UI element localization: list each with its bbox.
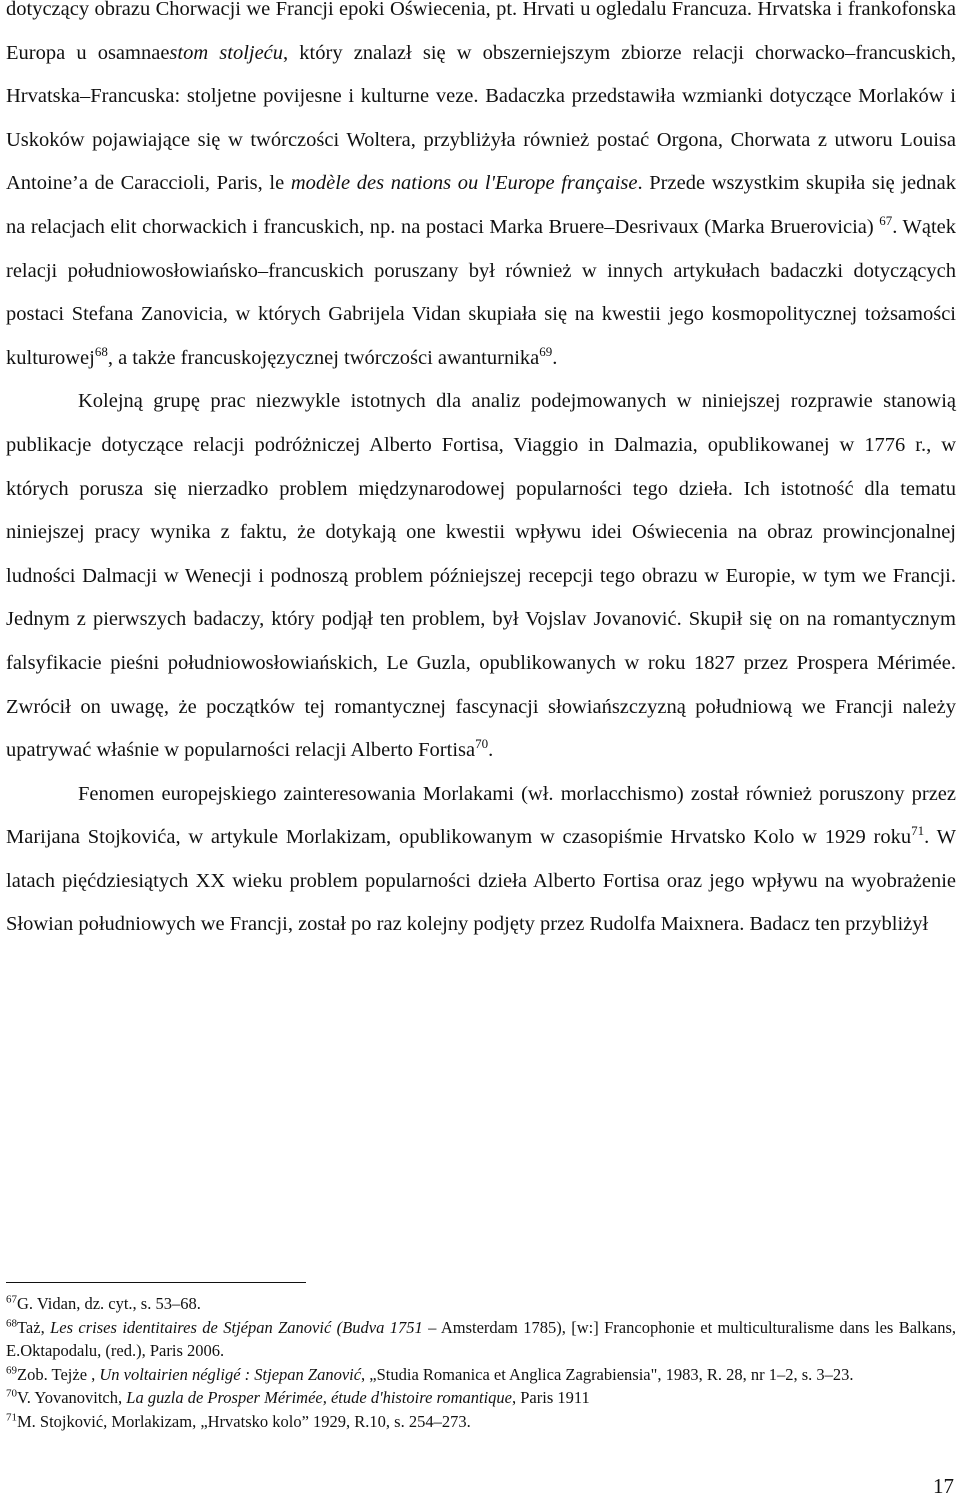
text-run: dotyczący obrazu Chorwacji we Francji epoki Oświecenia, pt. Hrvati u ogledalu Francuza. Hrvatska i frankofonska Europa u osamnae (6, 0, 956, 64)
footnote-text: M. Stojković, Morlakizam, „Hrvatsko kolo” 1929, R.10, s. 254–273. (17, 1411, 471, 1431)
text-run: Kolejną grupę prac niezwykle istotnych dla analiz podejmowanych w niniejszej rozprawie stanowią publikacje dotyczące relacji podróżniczej Alberto Fortisa, Viaggio in Dalmazia, opublikowanej w 1776 r., w których porusza się nierzadko problem międzynarodowej popularności tego dzieła. Ich istotność dla tematu niniejszej pracy wynika z faktu, że dotykają one kwestii wpływu idei Oświecenia na obraz prowincjonalnej ludności Dalmacji w Wenecji i podnoszą problem późniejszej recepcji tego obrazu w Europie, w tym we Francji. Jednym z pierwszych badaczy, który podjął ten problem, był Vojslav Jovanović. Skupił się on na romantycznym falsyfikacie pieśni południowosłowiańskich, Le Guzla, opublikowanych w roku 1827 przez Prospera Mérimée. Zwrócił on uwagę, że początków tej romantycznej fascynacji słowiańszczyzną południową we Francji należy upatrywać właśnie w popularności relacji Alberto Fortisa (6, 390, 956, 762)
footnote-ref-69[interactable]: 69 (539, 343, 553, 359)
italic-run: modèle des nations ou l'Europe française (290, 172, 638, 195)
text-run: . Przede wszystkim skupiła się jednak na relacjach elit chorwackich i francuskich, np. na postaci Marka Bruere–Desrivaux (Marka Bruerovicia) (6, 172, 956, 238)
footnote-text: , „Studia Romanica et Anglica Zagrabiensia", 1983, R. 28, nr 1–2, s. 3–23. (361, 1364, 854, 1384)
footnote-italic: Les crises identitaires de Stjépan Zanović (Budva 1751 (50, 1317, 423, 1337)
footnote-71 (6, 1410, 956, 1434)
footnote-number: 67 (6, 1293, 17, 1306)
footnote-67 (6, 1292, 956, 1316)
footnote-number: 68 (6, 1317, 17, 1329)
text-run: . Wątek relacji południowosłowiańsko–francuskich poruszany był również w innych artykułach badaczki dotyczących postaci Stefana Zanovicia, w których Gabrijela Vidan skupiała się na kwestii jego kosmopolitycznej tożsamości kulturowej (6, 215, 957, 369)
footnote-text: G. Vidan, dz. cyt., s. 53–68. (17, 1294, 201, 1313)
footnote-68 (6, 1316, 956, 1363)
text-run: , który znalazł się w obszerniejszym zbiorze relacji chorwacko–francuskich, Hrvatska–Francuska: stoljetne povijesne i kulturne veze. Badaczka przedstawiła wzmianki dotyczące Morlaków i Uskoków pojawiające się w twórczości Woltera, przybliżyła również postać Orgona, Chorwata z utworu Louisa Antoine’a de Caraccioli, Paris, le (6, 41, 957, 195)
footnote-text: – Amsterdam 1785), [w:] Francophonie et multiculturalisme dans les Balkans, E.Oktapodalu, (red.), Paris 2006. (6, 1317, 956, 1360)
footnote-ref-68[interactable]: 68 (94, 343, 108, 359)
text-run: . (488, 739, 494, 762)
footnote-text: , Paris 1911 (512, 1388, 590, 1407)
text-run: . W latach pięćdziesiątych XX wieku problem popularności dzieła Alberto Fortisa oraz jego wpływu na wyobrażenie Słowian południowych we Francji, został po raz kolejny podjęty przez Rudolfa Maixnera. Badacz ten przybliżył (6, 826, 957, 936)
footnote-ref-70[interactable]: 70 (475, 736, 489, 752)
footnote-ref-71[interactable]: 71 (911, 823, 925, 839)
footnote-text: Zob. Tejże , (17, 1364, 100, 1384)
footnote-number: 71 (6, 1411, 17, 1423)
footnote-ref-67[interactable]: 67 (879, 213, 893, 229)
text-run: , a także francuskojęzycznej twórczości awanturnika (107, 346, 540, 369)
paragraph-3 (6, 773, 956, 947)
page-number: 17 (933, 1474, 954, 1498)
footnote-number: 69 (6, 1364, 17, 1376)
footnote-70 (6, 1386, 956, 1410)
italic-run: stom stoljeću (169, 41, 284, 64)
paragraph-2 (6, 380, 956, 772)
footnotes (6, 1292, 956, 1433)
footnote-number: 70 (6, 1387, 17, 1400)
footnote-text: V. Yovanovitch, (17, 1388, 127, 1407)
text-run: Fenomen europejskiego zainteresowania Morlakami (wł. morlacchismo) został również poruszony przez Marijana Stojkovića, w artykule Morlakizam, opublikowanym w czasopiśmie Hrvatsko Kolo w 1929 roku (6, 782, 956, 849)
footnote-italic: La guzla de Prosper Mérimée, étude d'histoire romantique (126, 1388, 512, 1407)
footnote-69 (6, 1363, 956, 1387)
text-run: . (552, 346, 558, 369)
footnote-separator (6, 1282, 306, 1283)
footnote-italic: Un voltairien négligé : Stjepan Zanović (99, 1364, 362, 1384)
footnote-text: Taż, (17, 1317, 51, 1337)
paragraph-1 (6, 0, 956, 380)
document-page (6, 0, 956, 947)
